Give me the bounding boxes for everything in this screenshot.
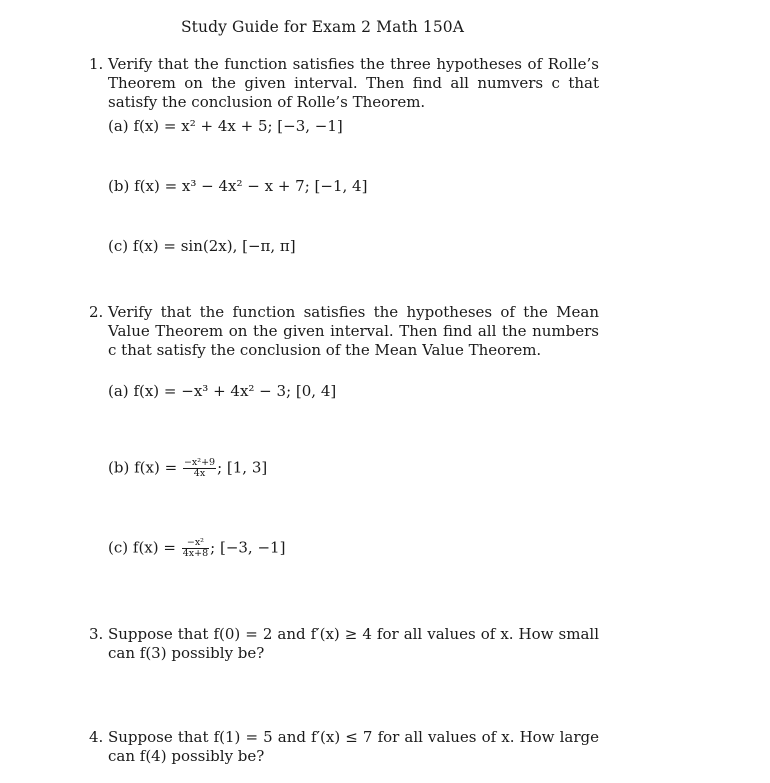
problem-1-part-c — [108, 237, 296, 255]
problem-1 — [89, 55, 599, 112]
part-label: (c) — [108, 237, 129, 255]
part-interval: ; [1, 3] — [217, 458, 268, 477]
problem-4 — [89, 728, 599, 766]
part-label: (c) — [108, 538, 129, 557]
problem-text: Verify that the function satisfies the three hypotheses of Rolle’s Theorem on the given interval. Then find all numvers c that satisfy the conclusion of Rolle’s Theorem. — [108, 55, 599, 111]
part-expression: f(x) = x³ − 4x² − x + 7; [−1, 4] — [134, 177, 368, 195]
fraction-numerator: −x²+9 — [183, 457, 216, 468]
problem-3 — [89, 625, 599, 663]
problem-number: 1. — [89, 55, 104, 73]
problem-number: 2. — [89, 303, 104, 321]
fraction-denominator: 4x+8 — [182, 548, 209, 559]
part-label: (b) — [108, 177, 130, 195]
problem-number: 3. — [89, 625, 104, 643]
problem-2 — [89, 303, 599, 360]
part-label: (a) — [108, 382, 129, 400]
problem-text: Suppose that f(1) = 5 and f′(x) ≤ 7 for all values of x. How large can f(4) possibly be? — [108, 728, 599, 765]
part-label: (b) — [108, 458, 130, 477]
problem-2-part-c — [108, 538, 285, 559]
problem-2-part-a — [108, 382, 336, 400]
problem-2-part-b — [108, 458, 267, 479]
problem-1-part-b — [108, 177, 367, 195]
part-interval: ; [−3, −1] — [210, 538, 286, 557]
problem-1-part-a — [108, 117, 343, 135]
fraction-numerator: −x² — [182, 538, 209, 549]
part-expression: f(x) = sin(2x), [−π, π] — [132, 237, 296, 255]
part-expression: f(x) = −x³ + 4x² − 3; [0, 4] — [133, 382, 337, 400]
fraction-denominator: 4x — [193, 468, 206, 479]
problem-number: 4. — [89, 728, 104, 746]
problem-text: Verify that the function satisfies the hypotheses of the Mean Value Theorem on the given interval. Then find all the numbers c that satisfy the conclusion of the Mean Value Theorem. — [108, 303, 599, 359]
part-lhs: f(x) = — [134, 458, 178, 477]
page-title: Study Guide for Exam 2 Math 150A — [180, 18, 465, 36]
problem-text: Suppose that f(0) = 2 and f′(x) ≥ 4 for all values of x. How small can f(3) possibly be? — [108, 625, 599, 662]
part-expression: f(x) = x² + 4x + 5; [−3, −1] — [133, 117, 343, 135]
fraction — [183, 458, 216, 479]
part-lhs: f(x) = — [132, 538, 176, 557]
fraction — [182, 538, 209, 559]
part-label: (a) — [108, 117, 129, 135]
